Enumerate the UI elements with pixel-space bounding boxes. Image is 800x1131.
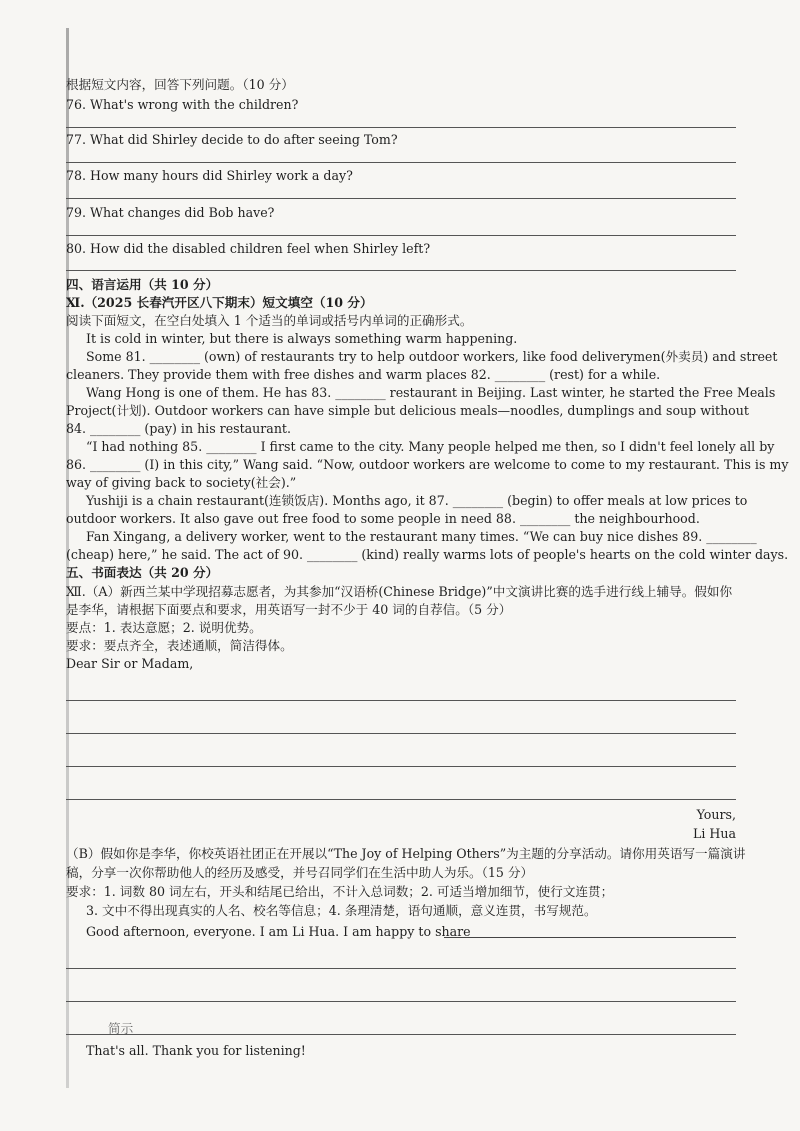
letter-line-1[interactable] <box>66 700 736 701</box>
margin-note: 简示 <box>108 1021 134 1036</box>
letter-closing: Yours, <box>696 807 736 822</box>
question-79: 79. What changes did Bob have? <box>66 205 275 220</box>
question-76: 76. What's wrong with the children? <box>66 97 299 112</box>
partB-line-1: （B）假如你是李华，你校英语社团正在开展以“The Joy of Helping Others”为主题的分享活动。请你用英语写一篇演讲 <box>66 846 746 861</box>
letter-line-3[interactable] <box>66 766 736 767</box>
speech-line-2[interactable] <box>66 1001 736 1002</box>
cloze-line: Project(计划). Outdoor workers can have simple but delicious meals—noodles, dumplings and soup without <box>66 403 749 418</box>
answer-line-80[interactable] <box>66 270 736 271</box>
partA-line-1: Ⅻ.（A）新西兰某中学现招募志愿者，为其参加“汉语桥(Chinese Bridge)”中文演讲比赛的选手进行线上辅导。假如你 <box>66 584 733 599</box>
cloze-line: Yushiji is a chain restaurant(连锁饭店). Months ago, it 87. ________ (begin) to offer meals at low prices to <box>86 493 748 508</box>
question-78: 78. How many hours did Shirley work a day? <box>66 168 353 183</box>
cloze-line: (cheap) here,” he said. The act of 90. ________ (kind) really warms lots of people's hearts on the cold winter days. <box>66 547 789 562</box>
speech-line-0[interactable] <box>444 937 736 938</box>
speech-line-1[interactable] <box>66 968 736 969</box>
section5-heading: 五、书面表达（共 20 分） <box>66 565 219 580</box>
speech-opening: Good afternoon, everyone. I am Li Hua. I am happy to share <box>86 924 471 939</box>
cloze-line: “I had nothing 85. ________ I first came to the city. Many people helped me then, so I didn't feel lonely all by <box>86 439 775 454</box>
answer-line-79[interactable] <box>66 235 736 236</box>
section4-subheading: Ⅺ.（2025 长春汽开区八下期末）短文填空（10 分） <box>66 295 373 310</box>
question-77: 77. What did Shirley decide to do after seeing Tom? <box>66 132 398 147</box>
partB-line-2: 稿，分享一次你帮助他人的经历及感受，并号召同学们在生活中助人为乐。（15 分） <box>66 865 534 880</box>
cloze-line: cleaners. They provide them with free dishes and warm places 82. ________ (rest) for a while. <box>66 367 661 382</box>
questions-intro: 根据短文内容，回答下列问题。（10 分） <box>66 77 294 92</box>
question-80: 80. How did the disabled children feel when Shirley left? <box>66 241 431 256</box>
partB-requirements-1: 要求：1. 词数 80 词左右，开头和结尾已给出，不计入总词数；2. 可适当增加细节，使行文连贯； <box>66 884 614 899</box>
speech-closing: That's all. Thank you for listening! <box>86 1043 306 1058</box>
section4-instruction: 阅读下面短文，在空白处填入 1 个适当的单词或括号内单词的正确形式。 <box>66 313 473 328</box>
cloze-line: Wang Hong is one of them. He has 83. ________ restaurant in Beijing. Last winter, he started the Free Meals <box>86 385 776 400</box>
letter-line-4[interactable] <box>66 799 736 800</box>
letter-signature: Li Hua <box>693 826 736 841</box>
partB-requirements-2: 3. 文中不得出现真实的人名、校名等信息；4. 条理清楚，语句通顺，意义连贯，书写规范。 <box>86 903 597 918</box>
cloze-line: way of giving back to society(社会).” <box>66 475 297 490</box>
answer-line-77[interactable] <box>66 162 736 163</box>
speech-line-3[interactable] <box>66 1034 736 1035</box>
partA-requirements: 要求：要点齐全，表述通顺，简洁得体。 <box>66 638 293 653</box>
answer-line-78[interactable] <box>66 198 736 199</box>
cloze-line: 86. ________ (I) in this city,” Wang said. “Now, outdoor workers are welcome to come to my restaurant. This is my <box>66 457 789 472</box>
section4-heading: 四、语言运用（共 10 分） <box>66 277 219 292</box>
partA-line-2: 是李华，请根据下面要点和要求，用英语写一封不少于 40 词的自荐信。（5 分） <box>66 602 512 617</box>
letter-line-2[interactable] <box>66 733 736 734</box>
cloze-line: outdoor workers. It also gave out free food to some people in need 88. ________ the neighbourhood. <box>66 511 700 526</box>
cloze-line: It is cold in winter, but there is always something warm happening. <box>86 331 518 346</box>
letter-salutation: Dear Sir or Madam, <box>66 656 194 671</box>
answer-line-76[interactable] <box>66 127 736 128</box>
cloze-line: Some 81. ________ (own) of restaurants try to help outdoor workers, like food deliverymen(外卖员) and street <box>86 349 778 364</box>
cloze-line: 84. ________ (pay) in his restaurant. <box>66 421 291 436</box>
cloze-line: Fan Xingang, a delivery worker, went to the restaurant many times. “We can buy nice dishes 89. ________ <box>86 529 757 544</box>
partA-points: 要点：1. 表达意愿；2. 说明优势。 <box>66 620 262 635</box>
